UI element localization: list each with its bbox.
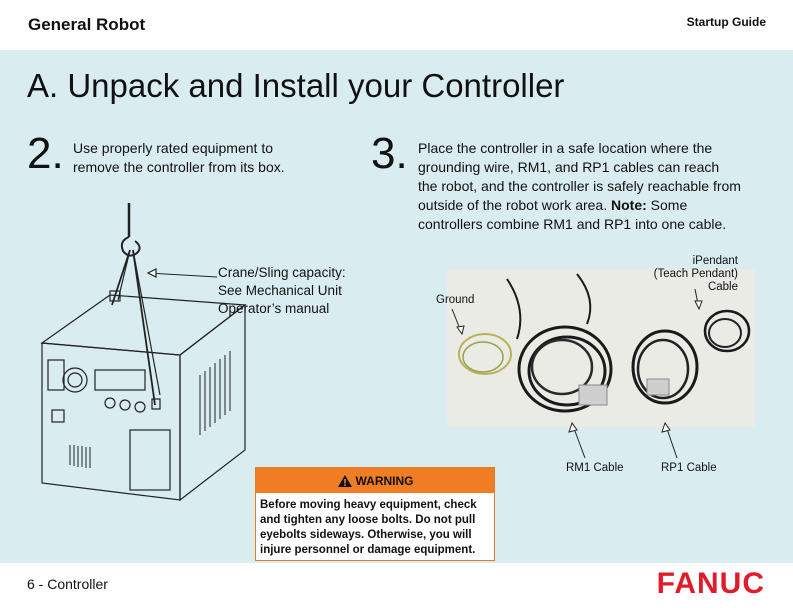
step-3-line: Place the controller in a safe location where the	[418, 140, 713, 156]
fanuc-logo: FANUC	[656, 567, 765, 600]
ipendant-line: (Teach Pendant)	[653, 268, 738, 280]
step-2-line: Use properly rated equipment to	[73, 140, 273, 156]
ground-label: Ground	[436, 294, 475, 306]
rp1-label: RP1 Cable	[661, 462, 717, 474]
warning-line: and tighten any loose bolts. Do not pull	[260, 514, 476, 526]
step-3-number: 3.	[371, 129, 408, 178]
step-2-number: 2.	[27, 129, 64, 178]
warning-line: eyebolts sideways. Otherwise, you will	[260, 529, 472, 541]
step-2-line: remove the controller from its box.	[73, 159, 285, 175]
step-2-text	[73, 139, 285, 177]
step-3-line: grounding wire, RM1, and RP1 cables can reach	[418, 159, 720, 175]
warning-line: injure personnel or damage equipment.	[260, 544, 476, 556]
note-label: Note:	[611, 197, 647, 213]
page-header	[0, 0, 793, 50]
note-rest: Some	[646, 197, 688, 213]
warning-triangle-icon	[337, 474, 353, 488]
ipendant-label	[632, 255, 738, 294]
crane-callout	[218, 264, 346, 318]
section-title: A. Unpack and Install your Controller	[27, 67, 565, 104]
ipendant-line: Cable	[707, 281, 738, 293]
warning-line: Before moving heavy equipment, check	[260, 499, 477, 511]
step-3-line	[418, 196, 741, 215]
warning-header	[256, 468, 494, 493]
step-3-line: the robot, and the controller is safely reachable from	[418, 178, 741, 194]
cable-pointers	[560, 418, 680, 463]
brand-title: General Robot	[28, 15, 146, 34]
callout-line: Crane/Sling capacity:	[218, 265, 346, 280]
warning-box	[255, 467, 495, 561]
callout-line: See Mechanical Unit	[218, 283, 342, 298]
step-3-line: controllers combine RM1 and RP1 into one cable.	[418, 216, 727, 232]
step-3-line-text: outside of the robot work area.	[418, 197, 608, 213]
warning-title: WARNING	[355, 473, 414, 488]
warning-body	[256, 493, 494, 563]
guide-title: Startup Guide	[686, 15, 766, 29]
controller-drawing	[30, 195, 260, 515]
rm1-label: RM1 Cable	[566, 462, 624, 474]
step-3-text	[418, 139, 741, 234]
callout-line: Operator’s manual	[218, 301, 330, 316]
page-footer: 6 - Controller	[27, 576, 108, 592]
ipendant-line: iPendant	[692, 255, 738, 267]
